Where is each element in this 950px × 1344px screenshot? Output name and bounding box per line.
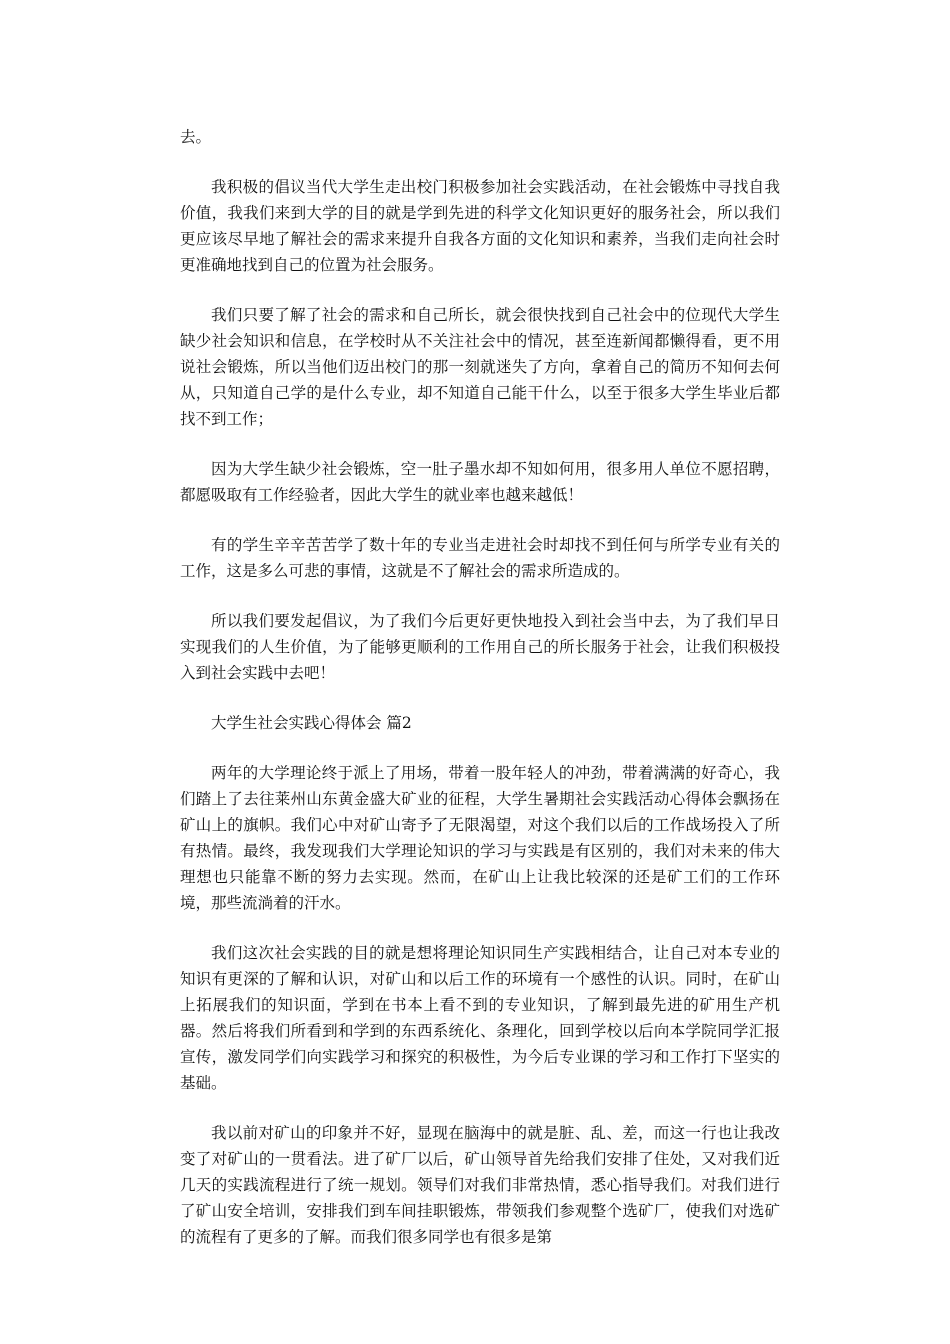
- paragraph: 我积极的倡议当代大学生走出校门积极参加社会实践活动，在社会锻炼中寻找自我价值，我我们来到大学的目的就是学到先进的科学文化知识更好的服务社会，所以我们更应该尽早地了解社会的需求来提升自我各方面的文化知识和素养，当我们走向社会时更准确地找到自己的位置为社会服务。: [180, 178, 780, 274]
- paragraph: 我以前对矿山的印象并不好，显现在脑海中的就是脏、乱、差，而这一行也让我改变了对矿山的一贯看法。进了矿厂以后，矿山领导首先给我们安排了住处，又对我们近几天的实践流程进行了统一规划。领导们对我们非常热情，悉心指导我们。对我们进行了矿山安全培训，安排我们到车间挂职锻炼，带领我们参观整个选矿厂，使我们对选矿的流程有了更多的了解。而我们很多同学也有很多是第: [180, 1124, 780, 1246]
- section-heading: 大学生社会实践心得体会 篇2: [211, 714, 412, 732]
- paragraph: 有的学生辛辛苦苦学了数十年的专业当走进社会时却找不到任何与所学专业有关的工作，这是多么可悲的事情，这就是不了解社会的需求所造成的。: [180, 536, 780, 580]
- paragraph: 两年的大学理论终于派上了用场，带着一股年轻人的冲劲，带着满满的好奇心，我们踏上了去往莱州山东黄金盛大矿业的征程，大学生暑期社会实践活动心得体会飘扬在矿山上的旗帜。我们心中对矿山寄予了无限渴望，对这个我们以后的工作战场投入了所有热情。最终，我发现我们大学理论知识的学习与实践是有区别的，我们对未来的伟大理想也只能靠不断的努力去实现。然而，在矿山上让我比较深的还是矿工们的工作环境，那些流淌着的汗水。: [180, 764, 780, 912]
- document-page: [180, 124, 780, 1274]
- paragraph: 所以我们要发起倡议，为了我们今后更好更快地投入到社会当中去，为了我们早日实现我们的人生价值，为了能够更顺利的工作用自己的所长服务于社会，让我们积极投入到社会实践中去吧！: [180, 612, 780, 682]
- paragraph: 因为大学生缺少社会锻炼，空一肚子墨水却不知如何用，很多用人单位不愿招聘，都愿吸取有工作经验者，因此大学生的就业率也越来越低！: [180, 460, 780, 504]
- paragraph: 我们这次社会实践的目的就是想将理论知识同生产实践相结合，让自己对本专业的知识有更深的了解和认识，对矿山和以后工作的环境有一个感性的认识。同时，在矿山上拓展我们的知识面，学到在书本上看不到的专业知识，了解到最先进的矿用生产机器。然后将我们所看到和学到的东西系统化、条理化，回到学校以后向本学院同学汇报宣传，激发同学们向实践学习和探究的积极性，为今后专业课的学习和工作打下坚实的基础。: [180, 944, 780, 1092]
- paragraph-continuation: 去。: [180, 128, 212, 146]
- paragraph: 我们只要了解了社会的需求和自己所长，就会很快找到自己社会中的位现代大学生缺少社会知识和信息，在学校时从不关注社会中的情况，甚至连新闻都懒得看，更不用说社会锻炼，所以当他们迈出校门的那一刻就迷失了方向，拿着自己的简历不知何去何从，只知道自己学的是什么专业，却不知道自己能干什么，以至于很多大学生毕业后都找不到工作；: [180, 306, 780, 428]
